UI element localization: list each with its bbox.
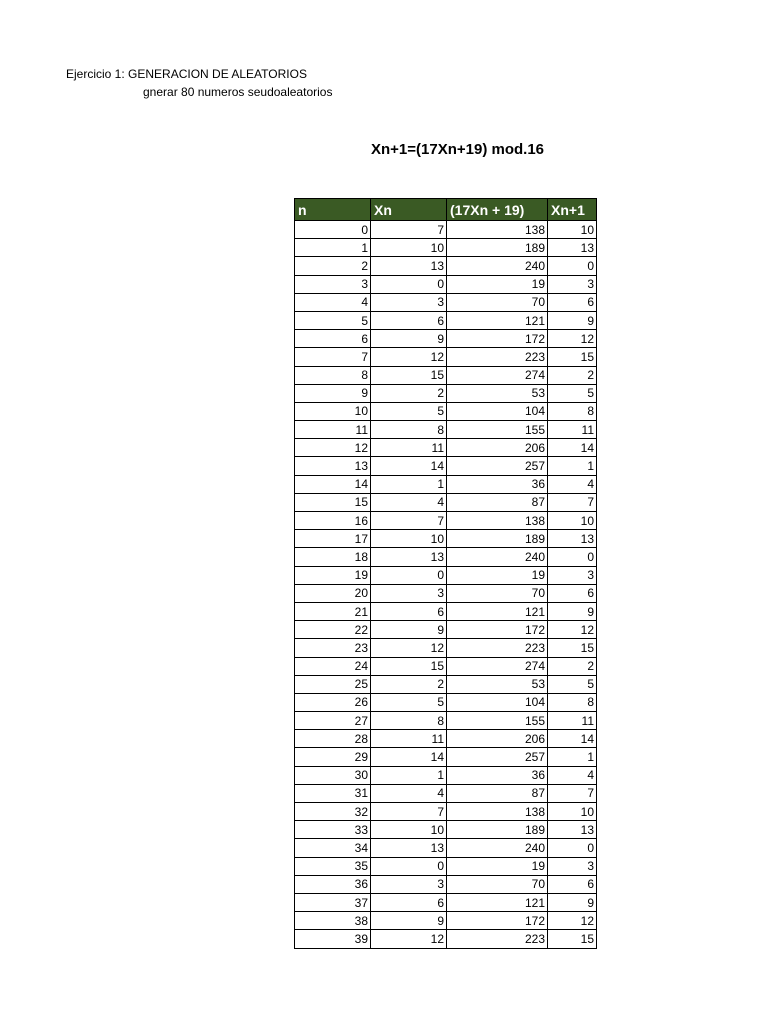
table-row [295, 311, 597, 329]
column-header-n[interactable]: n [295, 199, 371, 221]
exercise-subtitle: gnerar 80 numeros seudoaleatorios [143, 85, 333, 99]
column-header-xn-plus-1[interactable]: Xn+1 [548, 199, 597, 221]
cell-calculation[interactable]: 206 [447, 439, 548, 457]
table-row [295, 348, 597, 366]
cell-calculation[interactable]: 172 [447, 621, 548, 639]
cell-xn-plus-1[interactable]: 1 [548, 457, 597, 475]
cell-xn-plus-1[interactable]: 0 [548, 548, 597, 566]
cell-xn[interactable]: 5 [371, 402, 447, 420]
cell-calculation[interactable]: 104 [447, 402, 548, 420]
cell-xn[interactable]: 2 [371, 384, 447, 402]
table-row [295, 730, 597, 748]
cell-n[interactable]: 29 [295, 748, 371, 766]
table-row [295, 366, 597, 384]
cell-xn-plus-1[interactable]: 9 [548, 311, 597, 329]
cell-calculation[interactable]: 206 [447, 730, 548, 748]
cell-n[interactable]: 19 [295, 566, 371, 584]
cell-n[interactable]: 15 [295, 493, 371, 511]
random-numbers-table [294, 198, 597, 949]
table-row [295, 839, 597, 857]
cell-xn[interactable]: 1 [371, 475, 447, 493]
cell-xn[interactable]: 9 [371, 621, 447, 639]
cell-xn[interactable]: 12 [371, 639, 447, 657]
cell-n[interactable]: 22 [295, 621, 371, 639]
cell-xn-plus-1[interactable]: 10 [548, 512, 597, 530]
cell-calculation[interactable]: 189 [447, 239, 548, 257]
table-row [295, 257, 597, 275]
table-row [295, 821, 597, 839]
cell-calculation[interactable]: 189 [447, 821, 548, 839]
cell-xn-plus-1[interactable]: 15 [548, 639, 597, 657]
table-row [295, 657, 597, 675]
cell-n[interactable]: 27 [295, 712, 371, 730]
cell-calculation[interactable]: 172 [447, 912, 548, 930]
table-row [295, 602, 597, 620]
exercise-title: Ejercicio 1: GENERACION DE ALEATORIOS [66, 67, 307, 81]
cell-xn-plus-1[interactable]: 0 [548, 257, 597, 275]
cell-n[interactable]: 20 [295, 584, 371, 602]
cell-n[interactable]: 17 [295, 530, 371, 548]
table-row [295, 803, 597, 821]
cell-n[interactable]: 10 [295, 402, 371, 420]
cell-n[interactable]: 31 [295, 784, 371, 802]
cell-xn[interactable]: 7 [371, 512, 447, 530]
cell-calculation[interactable]: 223 [447, 348, 548, 366]
cell-xn-plus-1[interactable]: 14 [548, 730, 597, 748]
cell-calculation[interactable]: 19 [447, 857, 548, 875]
table-row [295, 675, 597, 693]
cell-xn-plus-1[interactable]: 2 [548, 366, 597, 384]
cell-n[interactable]: 23 [295, 639, 371, 657]
cell-calculation[interactable]: 19 [447, 275, 548, 293]
cell-xn[interactable]: 1 [371, 766, 447, 784]
cell-xn-plus-1[interactable]: 15 [548, 930, 597, 948]
cell-n[interactable]: 30 [295, 766, 371, 784]
cell-n[interactable]: 13 [295, 457, 371, 475]
cell-calculation[interactable]: 155 [447, 712, 548, 730]
table-row [295, 748, 597, 766]
cell-calculation[interactable]: 240 [447, 257, 548, 275]
cell-n[interactable]: 21 [295, 602, 371, 620]
cell-calculation[interactable]: 53 [447, 384, 548, 402]
column-header-calculation[interactable]: (17Xn + 19) [447, 199, 548, 221]
table-row [295, 639, 597, 657]
cell-calculation[interactable]: 240 [447, 548, 548, 566]
cell-xn-plus-1[interactable]: 4 [548, 766, 597, 784]
table-row [295, 239, 597, 257]
table-row [295, 384, 597, 402]
cell-xn-plus-1[interactable]: 12 [548, 330, 597, 348]
cell-calculation[interactable]: 274 [447, 657, 548, 675]
table-row [295, 784, 597, 802]
cell-xn[interactable]: 7 [371, 221, 447, 239]
table-row [295, 475, 597, 493]
cell-xn[interactable]: 3 [371, 584, 447, 602]
cell-xn[interactable]: 14 [371, 457, 447, 475]
cell-n[interactable]: 37 [295, 893, 371, 911]
cell-xn[interactable]: 3 [371, 293, 447, 311]
table-row [295, 693, 597, 711]
cell-calculation[interactable]: 104 [447, 693, 548, 711]
cell-n[interactable]: 1 [295, 239, 371, 257]
cell-calculation[interactable]: 257 [447, 748, 548, 766]
cell-xn-plus-1[interactable]: 8 [548, 402, 597, 420]
cell-calculation[interactable]: 70 [447, 875, 548, 893]
cell-xn-plus-1[interactable]: 13 [548, 530, 597, 548]
cell-calculation[interactable]: 223 [447, 930, 548, 948]
cell-xn-plus-1[interactable]: 6 [548, 293, 597, 311]
cell-calculation[interactable]: 240 [447, 839, 548, 857]
table-row [295, 330, 597, 348]
table-row [295, 439, 597, 457]
table-header [295, 199, 597, 221]
cell-n[interactable]: 35 [295, 857, 371, 875]
cell-xn[interactable]: 13 [371, 257, 447, 275]
cell-xn[interactable]: 15 [371, 366, 447, 384]
cell-n[interactable]: 38 [295, 912, 371, 930]
table-row [295, 402, 597, 420]
cell-xn-plus-1[interactable]: 14 [548, 439, 597, 457]
cell-xn-plus-1[interactable]: 10 [548, 803, 597, 821]
cell-n[interactable]: 7 [295, 348, 371, 366]
cell-xn[interactable]: 5 [371, 693, 447, 711]
cell-calculation[interactable]: 257 [447, 457, 548, 475]
cell-xn-plus-1[interactable]: 8 [548, 693, 597, 711]
table-row [295, 293, 597, 311]
cell-xn-plus-1[interactable]: 9 [548, 893, 597, 911]
cell-n[interactable]: 8 [295, 366, 371, 384]
cell-n[interactable]: 25 [295, 675, 371, 693]
cell-xn-plus-1[interactable]: 5 [548, 384, 597, 402]
cell-xn-plus-1[interactable]: 13 [548, 821, 597, 839]
cell-n[interactable]: 0 [295, 221, 371, 239]
cell-calculation[interactable]: 172 [447, 330, 548, 348]
cell-n[interactable]: 33 [295, 821, 371, 839]
cell-calculation[interactable]: 189 [447, 530, 548, 548]
cell-xn[interactable]: 14 [371, 748, 447, 766]
cell-xn-plus-1[interactable]: 15 [548, 348, 597, 366]
cell-xn[interactable]: 6 [371, 893, 447, 911]
cell-xn-plus-1[interactable]: 11 [548, 712, 597, 730]
cell-xn-plus-1[interactable]: 2 [548, 657, 597, 675]
table-row [295, 930, 597, 948]
cell-xn-plus-1[interactable]: 4 [548, 475, 597, 493]
table-row [295, 221, 597, 239]
cell-xn[interactable]: 0 [371, 857, 447, 875]
cell-calculation[interactable]: 70 [447, 293, 548, 311]
table-row [295, 275, 597, 293]
cell-n[interactable]: 6 [295, 330, 371, 348]
table-row [295, 712, 597, 730]
cell-xn[interactable]: 6 [371, 311, 447, 329]
column-header-xn[interactable]: Xn [371, 199, 447, 221]
cell-n[interactable]: 26 [295, 693, 371, 711]
cell-xn-plus-1[interactable]: 11 [548, 421, 597, 439]
cell-n[interactable]: 16 [295, 512, 371, 530]
cell-calculation[interactable]: 121 [447, 602, 548, 620]
cell-calculation[interactable]: 121 [447, 311, 548, 329]
table-row [295, 857, 597, 875]
cell-calculation[interactable]: 87 [447, 493, 548, 511]
cell-n[interactable]: 3 [295, 275, 371, 293]
cell-xn-plus-1[interactable]: 5 [548, 675, 597, 693]
cell-xn-plus-1[interactable]: 7 [548, 493, 597, 511]
cell-n[interactable]: 28 [295, 730, 371, 748]
cell-xn[interactable]: 4 [371, 784, 447, 802]
cell-xn-plus-1[interactable]: 10 [548, 221, 597, 239]
cell-n[interactable]: 18 [295, 548, 371, 566]
cell-calculation[interactable]: 274 [447, 366, 548, 384]
cell-n[interactable]: 9 [295, 384, 371, 402]
cell-n[interactable]: 34 [295, 839, 371, 857]
cell-xn[interactable]: 11 [371, 730, 447, 748]
cell-xn[interactable]: 10 [371, 530, 447, 548]
cell-n[interactable]: 32 [295, 803, 371, 821]
cell-calculation[interactable]: 19 [447, 566, 548, 584]
cell-xn-plus-1[interactable]: 6 [548, 584, 597, 602]
cell-xn-plus-1[interactable]: 6 [548, 875, 597, 893]
cell-n[interactable]: 2 [295, 257, 371, 275]
table-row [295, 875, 597, 893]
cell-n[interactable]: 5 [295, 311, 371, 329]
cell-n[interactable]: 11 [295, 421, 371, 439]
cell-xn-plus-1[interactable]: 7 [548, 784, 597, 802]
table-row [295, 493, 597, 511]
cell-xn-plus-1[interactable]: 3 [548, 566, 597, 584]
cell-calculation[interactable]: 155 [447, 421, 548, 439]
cell-xn-plus-1[interactable]: 12 [548, 621, 597, 639]
cell-calculation[interactable]: 36 [447, 475, 548, 493]
cell-n[interactable]: 14 [295, 475, 371, 493]
cell-calculation[interactable]: 121 [447, 893, 548, 911]
formula-title: Xn+1=(17Xn+19) mod.16 [371, 141, 544, 158]
cell-xn[interactable]: 7 [371, 803, 447, 821]
table-row [295, 512, 597, 530]
cell-calculation[interactable]: 138 [447, 512, 548, 530]
cell-xn[interactable]: 11 [371, 439, 447, 457]
cell-calculation[interactable]: 138 [447, 803, 548, 821]
cell-xn-plus-1[interactable]: 9 [548, 602, 597, 620]
table-row [295, 566, 597, 584]
cell-xn[interactable]: 10 [371, 821, 447, 839]
table-row [295, 530, 597, 548]
cell-xn[interactable]: 6 [371, 602, 447, 620]
cell-calculation[interactable]: 87 [447, 784, 548, 802]
cell-n[interactable]: 4 [295, 293, 371, 311]
cell-xn[interactable]: 0 [371, 275, 447, 293]
cell-xn[interactable]: 0 [371, 566, 447, 584]
cell-calculation[interactable]: 53 [447, 675, 548, 693]
cell-xn-plus-1[interactable]: 3 [548, 857, 597, 875]
cell-xn-plus-1[interactable]: 1 [548, 748, 597, 766]
table-row [295, 584, 597, 602]
cell-calculation[interactable]: 36 [447, 766, 548, 784]
cell-xn-plus-1[interactable]: 3 [548, 275, 597, 293]
table-body [295, 221, 597, 949]
table-row [295, 893, 597, 911]
cell-xn[interactable]: 10 [371, 239, 447, 257]
cell-xn[interactable]: 8 [371, 712, 447, 730]
cell-xn[interactable]: 12 [371, 930, 447, 948]
cell-xn[interactable]: 15 [371, 657, 447, 675]
cell-calculation[interactable]: 138 [447, 221, 548, 239]
cell-xn[interactable]: 3 [371, 875, 447, 893]
cell-xn[interactable]: 9 [371, 912, 447, 930]
header-row [295, 199, 597, 221]
table-row [295, 457, 597, 475]
cell-n[interactable]: 24 [295, 657, 371, 675]
cell-xn[interactable]: 13 [371, 548, 447, 566]
cell-xn[interactable]: 2 [371, 675, 447, 693]
cell-xn-plus-1[interactable]: 12 [548, 912, 597, 930]
cell-xn[interactable]: 9 [371, 330, 447, 348]
table-row [295, 912, 597, 930]
cell-xn[interactable]: 8 [371, 421, 447, 439]
table-row [295, 421, 597, 439]
cell-xn[interactable]: 13 [371, 839, 447, 857]
cell-xn[interactable]: 12 [371, 348, 447, 366]
cell-n[interactable]: 12 [295, 439, 371, 457]
table-row [295, 621, 597, 639]
cell-xn[interactable]: 4 [371, 493, 447, 511]
cell-xn-plus-1[interactable]: 13 [548, 239, 597, 257]
cell-calculation[interactable]: 70 [447, 584, 548, 602]
table-row [295, 766, 597, 784]
cell-calculation[interactable]: 223 [447, 639, 548, 657]
table-row [295, 548, 597, 566]
cell-n[interactable]: 39 [295, 930, 371, 948]
cell-n[interactable]: 36 [295, 875, 371, 893]
cell-xn-plus-1[interactable]: 0 [548, 839, 597, 857]
